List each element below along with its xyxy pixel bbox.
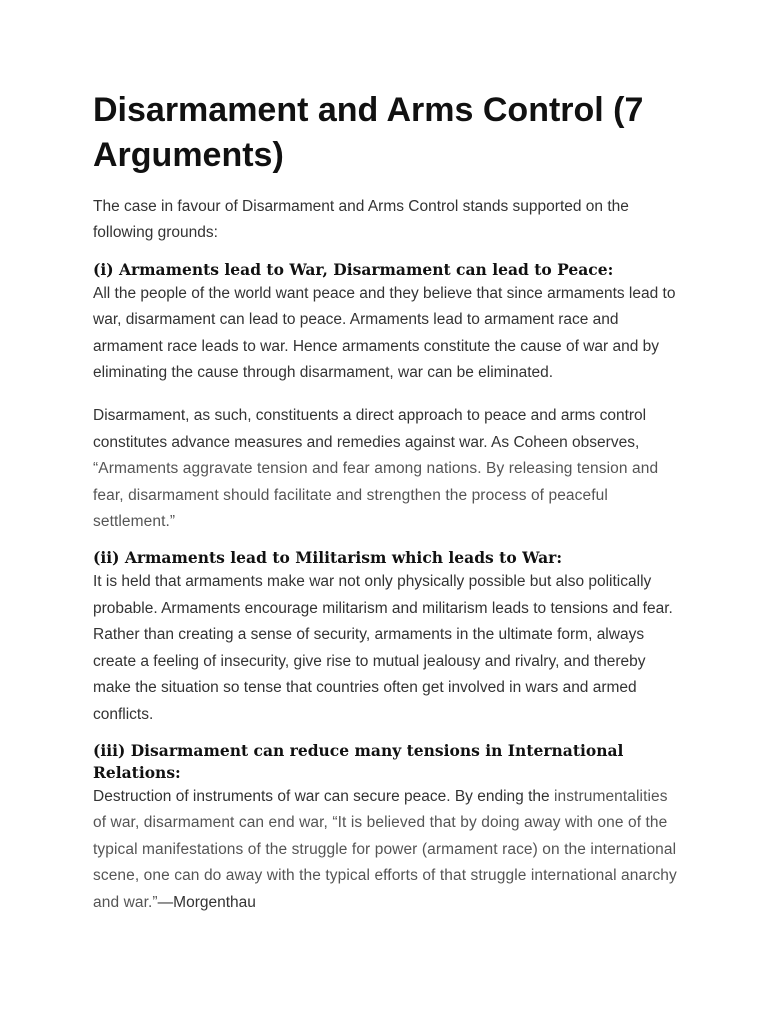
- section-1-paragraph-2: [93, 403, 683, 535]
- section-1-paragraph-2-lead: Disarmament, as such, constituents a direct approach to peace and arms control constitutes advance measures and remedies against war. As Coheen observes,: [93, 407, 647, 451]
- coheen-quote: “Armaments aggravate tension and fear among nations. By releasing tension and fear, disarmament should facilitate and strengthen the process of peaceful settlement.”: [93, 460, 659, 531]
- intro-paragraph: The case in favour of Disarmament and Arms Control stands supported on the following grounds:: [93, 198, 629, 242]
- section-1-paragraph-1: All the people of the world want peace and they believe that since armaments lead to war, disarmament can lead to peace. Armaments lead to armament race and armament race leads to war. Hence armaments constitute the cause of war and by eliminating the cause through disarmament, war can be eliminated.: [93, 284, 676, 382]
- section-1-heading: (i) Armaments lead to War, Disarmament can lead to Peace:: [93, 259, 614, 279]
- morgenthau-attribution: —Morgenthau: [157, 893, 256, 911]
- section-2-heading: (ii) Armaments lead to Militarism which leads to War:: [93, 548, 563, 568]
- section-3-paragraph-1: [93, 784, 683, 916]
- section-2-paragraph-1: It is held that armaments make war not only physically possible but also politically probable. Armaments encourage militarism and militarism leads to tensions and fear. Rather than creating a sense of security, armaments in the ultimate form, always create a feeling of insecurity, give rise to mutual jealousy and rivalry, and thereby make the situation so tense that countries often get involved in wars and armed conflicts.: [93, 573, 673, 723]
- article: [93, 88, 683, 916]
- morgenthau-quote: instrumentalities of war, disarmament can end war, “It is believed that by doing away with one of the typical manifestations of the struggle for power (armament race) on the international scene, one can do away with the typical efforts of that struggle international anarchy and war.”: [93, 787, 677, 911]
- article-title: Disarmament and Arms Control (7 Arguments): [93, 91, 644, 174]
- section-3-paragraph-1-lead: Destruction of instruments of war can secure peace. By ending the: [93, 787, 554, 805]
- section-3-heading: (iii) Disarmament can reduce many tensions in International Relations:: [93, 740, 624, 782]
